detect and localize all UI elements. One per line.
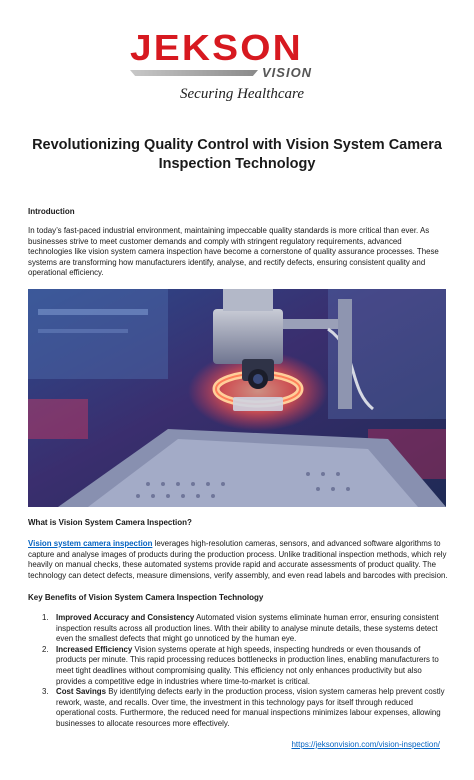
vision-inspection-link[interactable]: Vision system camera inspection: [28, 539, 153, 548]
intro-paragraph: In today’s fast-paced industrial environment, maintaining impeccable quality standards is more critical than ever. As businesses strive to meet customer demands and comply with stringent regulatory requirements, advanced technologies like vision system camera inspection have become a cornerstone of quality assurance processes. These systems are transforming how manufacturers identify, analyse, and rectify defects, ensuring consistent quality and operational efficiency.: [28, 226, 439, 278]
benefit-text: By identifying defects early in the production process, vision system cameras help prevent costly rework, waste, and recalls. Over time, the investment in this technology pays for itself through reduced operational costs. Furthermore, the reduced need for manual inspections minimizes labour expenses, allowing businesses to allocate resources more effectively.: [56, 687, 445, 728]
logo-sub-text: VISION: [262, 65, 313, 80]
footer-url-link[interactable]: https://jeksonvision.com/vision-inspection/: [291, 740, 440, 749]
benefits-list: [28, 613, 448, 730]
tagline: Securing Healthcare: [180, 86, 304, 102]
benefit-item: [28, 687, 448, 729]
benefit-label: Improved Accuracy and Consistency: [56, 613, 195, 622]
intro-heading: Introduction: [28, 207, 75, 216]
machine-vision-camera-photo: [28, 289, 446, 507]
what-paragraph-text: leverages high-resolution cameras, sensors, and advanced software algorithms to capture and analyse images of products during the production process. Unlike traditional inspection methods, which rely heavily on manual checks, these automated systems provide rapid and accurate assessments of product quality. The technology can detect defects, measure dimensions, verify assembly, and even read labels and barcodes with precision.: [28, 539, 448, 580]
what-paragraph: [28, 539, 448, 581]
benefit-label: Cost Savings: [56, 687, 106, 697]
benefit-label: Increased Efficiency: [56, 644, 133, 654]
benefit-text: Automated vision systems eliminate human error, ensuring consistent inspection results across all production lines. With their ability to analyse minute details, these systems detect even the smallest defects that might go unnoticed by the human eye.: [56, 613, 439, 644]
benefits-heading: Key Benefits of Vision System Camera Inspection Technology: [28, 593, 264, 602]
logo-sub-row: [130, 66, 342, 80]
benefit-item: [28, 645, 448, 687]
what-heading: What is Vision System Camera Inspection?: [28, 518, 192, 527]
logo-brand-text: JEKSON: [130, 27, 303, 68]
benefit-number: 1.: [42, 613, 49, 622]
benefit-number: 2.: [42, 644, 49, 654]
benefit-text: Vision systems operate at high speeds, inspecting hundreds or even thousands of products per minute. This rapid processing reduces bottlenecks in production lines, enabling manufacturers to meet tight deadlines without compromising quality. This efficiency not only enhances productivity but also provides a competitive edge in industries where time-to-market is critical.: [56, 644, 439, 686]
benefit-item: [28, 613, 448, 645]
logo-swoosh-bar: [130, 70, 258, 76]
benefit-number: 3.: [42, 687, 49, 697]
page-title: Revolutionizing Quality Control with Vision System Camera Inspection Technology: [32, 137, 442, 172]
